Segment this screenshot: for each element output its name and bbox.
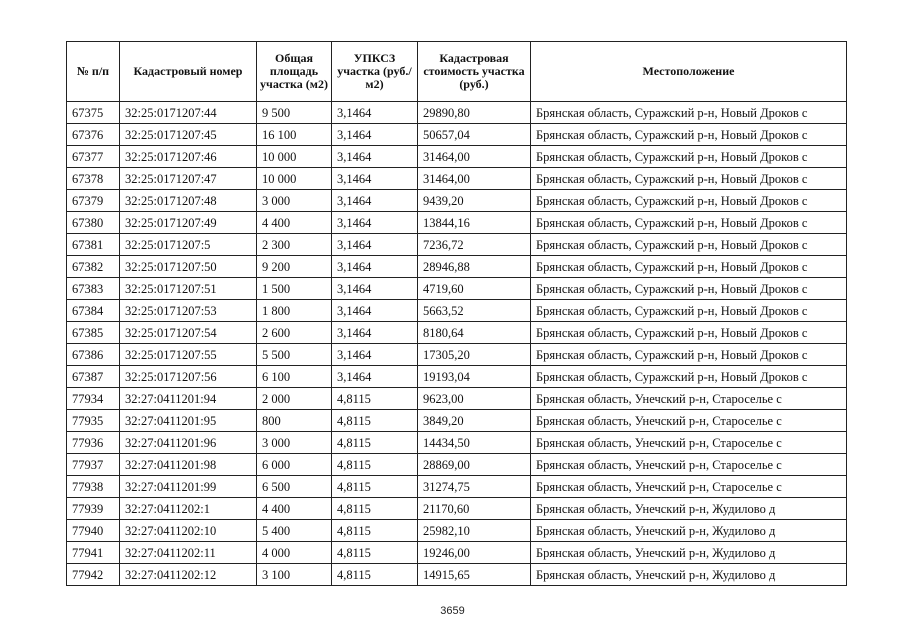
- cell-upksz: 4,8115: [332, 498, 418, 520]
- cell-number: 67375: [67, 102, 120, 124]
- cell-cadastral-value: 50657,04: [418, 124, 531, 146]
- cell-number: 67379: [67, 190, 120, 212]
- cadastral-table: [66, 41, 847, 586]
- cell-cadastral-number: 32:27:0411201:96: [120, 432, 257, 454]
- table-row: [67, 432, 847, 454]
- cell-upksz: 3,1464: [332, 102, 418, 124]
- cell-cadastral-value: 4719,60: [418, 278, 531, 300]
- cell-area: 3 100: [257, 564, 332, 586]
- cell-number: 77935: [67, 410, 120, 432]
- cell-area: 9 500: [257, 102, 332, 124]
- page-number: 3659: [440, 605, 465, 617]
- cell-upksz: 3,1464: [332, 278, 418, 300]
- cell-cadastral-number: 32:25:0171207:49: [120, 212, 257, 234]
- table-row: [67, 498, 847, 520]
- table-header: [67, 42, 847, 102]
- cell-cadastral-value: 25982,10: [418, 520, 531, 542]
- cell-number: 77936: [67, 432, 120, 454]
- cell-number: 67378: [67, 168, 120, 190]
- cell-location: Брянская область, Суражский р-н, Новый Дроков с: [531, 212, 847, 234]
- cell-area: 4 000: [257, 542, 332, 564]
- cell-cadastral-number: 32:25:0171207:50: [120, 256, 257, 278]
- cell-area: 9 200: [257, 256, 332, 278]
- cell-area: 3 000: [257, 190, 332, 212]
- cell-number: 67382: [67, 256, 120, 278]
- cell-upksz: 4,8115: [332, 542, 418, 564]
- cell-cadastral-value: 29890,80: [418, 102, 531, 124]
- cell-location: Брянская область, Унечский р-н, Жудилово д: [531, 498, 847, 520]
- cell-cadastral-value: 9439,20: [418, 190, 531, 212]
- cell-area: 10 000: [257, 146, 332, 168]
- cell-cadastral-number: 32:25:0171207:56: [120, 366, 257, 388]
- cell-cadastral-value: 31464,00: [418, 168, 531, 190]
- cell-upksz: 3,1464: [332, 212, 418, 234]
- cell-cadastral-number: 32:27:0411202:1: [120, 498, 257, 520]
- cell-cadastral-number: 32:27:0411201:94: [120, 388, 257, 410]
- cell-upksz: 3,1464: [332, 344, 418, 366]
- cell-number: 77937: [67, 454, 120, 476]
- cell-upksz: 3,1464: [332, 366, 418, 388]
- cell-area: 1 800: [257, 300, 332, 322]
- cell-cadastral-number: 32:25:0171207:47: [120, 168, 257, 190]
- cell-location: Брянская область, Суражский р-н, Новый Дроков с: [531, 190, 847, 212]
- cell-cadastral-number: 32:25:0171207:46: [120, 146, 257, 168]
- cell-upksz: 3,1464: [332, 234, 418, 256]
- cell-cadastral-value: 14434,50: [418, 432, 531, 454]
- cell-cadastral-number: 32:27:0411201:98: [120, 454, 257, 476]
- cell-upksz: 3,1464: [332, 168, 418, 190]
- cell-area: 4 400: [257, 212, 332, 234]
- cell-number: 67384: [67, 300, 120, 322]
- cell-location: Брянская область, Унечский р-н, Жудилово д: [531, 564, 847, 586]
- table-row: [67, 476, 847, 498]
- cell-location: Брянская область, Суражский р-н, Новый Дроков с: [531, 366, 847, 388]
- cell-cadastral-number: 32:27:0411202:10: [120, 520, 257, 542]
- cell-upksz: 4,8115: [332, 476, 418, 498]
- table-row: [67, 542, 847, 564]
- cell-number: 77942: [67, 564, 120, 586]
- cell-area: 2 600: [257, 322, 332, 344]
- cell-location: Брянская область, Суражский р-н, Новый Дроков с: [531, 300, 847, 322]
- cell-area: 6 500: [257, 476, 332, 498]
- cell-number: 67383: [67, 278, 120, 300]
- cell-cadastral-value: 14915,65: [418, 564, 531, 586]
- cell-location: Брянская область, Унечский р-н, Староселье с: [531, 476, 847, 498]
- cell-cadastral-number: 32:27:0411201:95: [120, 410, 257, 432]
- cell-location: Брянская область, Суражский р-н, Новый Дроков с: [531, 102, 847, 124]
- cell-area: 16 100: [257, 124, 332, 146]
- cell-number: 67376: [67, 124, 120, 146]
- cell-number: 67385: [67, 322, 120, 344]
- cell-area: 5 400: [257, 520, 332, 542]
- col-header-cadastral-number: Кадастровый номер: [120, 42, 257, 102]
- cell-cadastral-number: 32:27:0411202:12: [120, 564, 257, 586]
- cell-upksz: 4,8115: [332, 564, 418, 586]
- table-row: [67, 410, 847, 432]
- cell-location: Брянская область, Суражский р-н, Новый Дроков с: [531, 124, 847, 146]
- header-row: [67, 42, 847, 102]
- cell-cadastral-value: 19246,00: [418, 542, 531, 564]
- cell-location: Брянская область, Унечский р-н, Староселье с: [531, 454, 847, 476]
- cell-cadastral-value: 3849,20: [418, 410, 531, 432]
- col-header-area: Общая площадь участка (м2): [257, 42, 332, 102]
- cell-cadastral-value: 28869,00: [418, 454, 531, 476]
- cell-upksz: 4,8115: [332, 388, 418, 410]
- table-row: [67, 388, 847, 410]
- cell-area: 4 400: [257, 498, 332, 520]
- cell-number: 67387: [67, 366, 120, 388]
- cell-cadastral-value: 7236,72: [418, 234, 531, 256]
- cell-number: 77941: [67, 542, 120, 564]
- cell-cadastral-value: 31464,00: [418, 146, 531, 168]
- cell-number: 77934: [67, 388, 120, 410]
- cell-cadastral-value: 19193,04: [418, 366, 531, 388]
- cell-location: Брянская область, Суражский р-н, Новый Дроков с: [531, 344, 847, 366]
- cell-upksz: 3,1464: [332, 300, 418, 322]
- cell-number: 77938: [67, 476, 120, 498]
- cell-cadastral-number: 32:25:0171207:53: [120, 300, 257, 322]
- cell-upksz: 3,1464: [332, 322, 418, 344]
- cell-number: 77940: [67, 520, 120, 542]
- cadastral-table-container: [66, 41, 847, 586]
- table-row: [67, 256, 847, 278]
- table-row: [67, 190, 847, 212]
- table-row: [67, 322, 847, 344]
- cell-number: 67377: [67, 146, 120, 168]
- cell-area: 1 500: [257, 278, 332, 300]
- table-row: [67, 212, 847, 234]
- cell-number: 67386: [67, 344, 120, 366]
- cell-upksz: 3,1464: [332, 256, 418, 278]
- cell-number: 67381: [67, 234, 120, 256]
- cell-cadastral-value: 28946,88: [418, 256, 531, 278]
- cell-upksz: 4,8115: [332, 410, 418, 432]
- cell-cadastral-number: 32:25:0171207:44: [120, 102, 257, 124]
- table-row: [67, 278, 847, 300]
- cell-location: Брянская область, Унечский р-н, Староселье с: [531, 410, 847, 432]
- cell-cadastral-value: 13844,16: [418, 212, 531, 234]
- cell-area: 5 500: [257, 344, 332, 366]
- cell-cadastral-value: 5663,52: [418, 300, 531, 322]
- cell-upksz: 4,8115: [332, 432, 418, 454]
- table-row: [67, 234, 847, 256]
- table-row: [67, 366, 847, 388]
- cell-cadastral-value: 31274,75: [418, 476, 531, 498]
- cell-upksz: 3,1464: [332, 146, 418, 168]
- cell-location: Брянская область, Унечский р-н, Староселье с: [531, 388, 847, 410]
- cell-cadastral-number: 32:25:0171207:45: [120, 124, 257, 146]
- cell-cadastral-value: 8180,64: [418, 322, 531, 344]
- cell-cadastral-number: 32:25:0171207:55: [120, 344, 257, 366]
- col-header-location: Местоположение: [531, 42, 847, 102]
- cell-location: Брянская область, Унечский р-н, Жудилово д: [531, 542, 847, 564]
- cell-area: 2 300: [257, 234, 332, 256]
- cell-number: 67380: [67, 212, 120, 234]
- cell-cadastral-number: 32:25:0171207:51: [120, 278, 257, 300]
- cell-location: Брянская область, Суражский р-н, Новый Дроков с: [531, 146, 847, 168]
- cell-area: 6 100: [257, 366, 332, 388]
- cell-upksz: 4,8115: [332, 520, 418, 542]
- cell-location: Брянская область, Суражский р-н, Новый Дроков с: [531, 234, 847, 256]
- col-header-cadastral-value: Кадастровая стоимость участка (руб.): [418, 42, 531, 102]
- table-body: [67, 102, 847, 586]
- col-header-upksz: УПКСЗ участка (руб./м2): [332, 42, 418, 102]
- cell-location: Брянская область, Унечский р-н, Жудилово д: [531, 520, 847, 542]
- cell-area: 6 000: [257, 454, 332, 476]
- table-row: [67, 344, 847, 366]
- cell-cadastral-value: 21170,60: [418, 498, 531, 520]
- cell-cadastral-number: 32:27:0411201:99: [120, 476, 257, 498]
- cell-number: 77939: [67, 498, 120, 520]
- cell-cadastral-value: 9623,00: [418, 388, 531, 410]
- cell-location: Брянская область, Суражский р-н, Новый Дроков с: [531, 322, 847, 344]
- cell-location: Брянская область, Суражский р-н, Новый Дроков с: [531, 168, 847, 190]
- table-row: [67, 102, 847, 124]
- cell-cadastral-number: 32:25:0171207:54: [120, 322, 257, 344]
- cell-cadastral-number: 32:25:0171207:48: [120, 190, 257, 212]
- cell-cadastral-number: 32:27:0411202:11: [120, 542, 257, 564]
- cell-cadastral-number: 32:25:0171207:5: [120, 234, 257, 256]
- table-row: [67, 168, 847, 190]
- table-row: [67, 124, 847, 146]
- cell-location: Брянская область, Суражский р-н, Новый Дроков с: [531, 278, 847, 300]
- cell-location: Брянская область, Унечский р-н, Староселье с: [531, 432, 847, 454]
- cell-area: 10 000: [257, 168, 332, 190]
- table-row: [67, 146, 847, 168]
- cell-location: Брянская область, Суражский р-н, Новый Дроков с: [531, 256, 847, 278]
- table-row: [67, 564, 847, 586]
- cell-upksz: 3,1464: [332, 124, 418, 146]
- col-header-number: № п/п: [67, 42, 120, 102]
- cell-upksz: 4,8115: [332, 454, 418, 476]
- table-row: [67, 300, 847, 322]
- cell-area: 3 000: [257, 432, 332, 454]
- cell-area: 2 000: [257, 388, 332, 410]
- cell-upksz: 3,1464: [332, 190, 418, 212]
- table-row: [67, 454, 847, 476]
- cell-cadastral-value: 17305,20: [418, 344, 531, 366]
- table-row: [67, 520, 847, 542]
- cell-area: 800: [257, 410, 332, 432]
